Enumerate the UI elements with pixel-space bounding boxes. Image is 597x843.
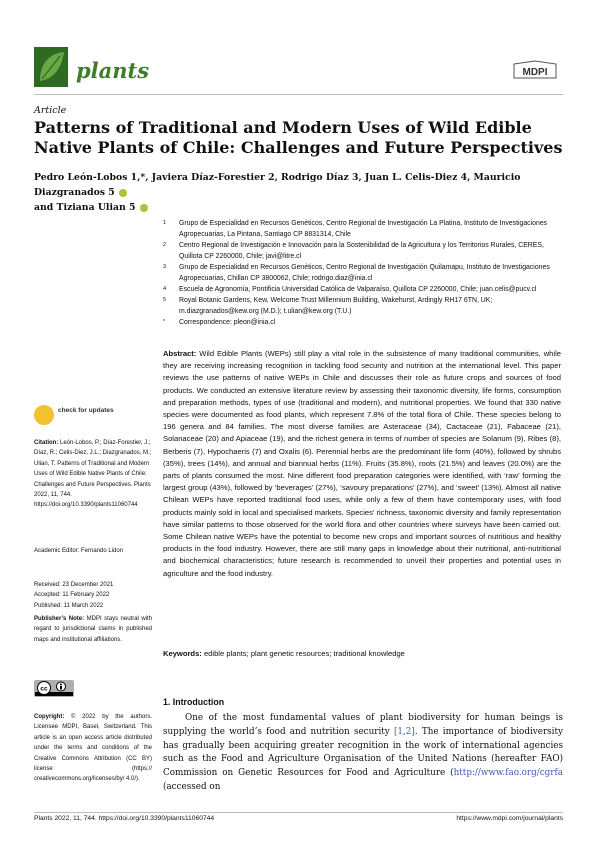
svg-text:MDPI: MDPI bbox=[522, 67, 548, 78]
fao-url-link[interactable]: http://www.fao.org/cgrfa bbox=[453, 768, 563, 779]
affiliation-1: 1 Grupo de Especialidad en Recursos Genéticos, Centro Regional de Investigación La Platina, Instituto de Investigaciones Agropecuarias, La Pintana, Santiago CP 8831314, Chile bbox=[163, 220, 548, 238]
keywords bbox=[163, 648, 561, 660]
affiliation-3: 3 Grupo de Especialidad en Recursos Genéticos, Centro Regional de Investigación Quilamapu, Instituto de Investigaciones Agropecuarias, Chillan CP 3800062, Chile; rodrigo.diaz@inia.cl bbox=[163, 264, 550, 282]
check-for-updates-badge[interactable] bbox=[34, 405, 114, 429]
intro-paragraph: One of the most fundamental values of plant biodiversity for human beings is supplying the world’s food and nutrition security [1,2]. The importance of biodiversity has gradually been acquiring greater recognition in the work of international agencies such as the Food and Agriculture Organisation of the United Nations (hereafter FAO) Commission on Genetic Resources for Food and Agriculture (http://www.fao.org/cgrfa (accessed on bbox=[163, 713, 563, 792]
authors-line-2 bbox=[34, 200, 574, 215]
publisher-note: Publisher’s Note: MDPI stays neutral with regard to jurisdictional claims in published maps and institutional affiliations. bbox=[34, 616, 153, 643]
orcid-icon[interactable] bbox=[140, 204, 148, 212]
affiliations bbox=[163, 218, 563, 328]
article-type: Article bbox=[34, 105, 67, 116]
check-updates-icon bbox=[34, 405, 54, 425]
citation-link[interactable]: [1,2] bbox=[393, 726, 415, 737]
affiliation-4: 4 Escuela de Agronomía, Pontificia Universidad Católica de Valparaíso, Quillota CP 2260000, Chile; juan.celis@pucv.cl bbox=[163, 286, 537, 293]
header-rule bbox=[34, 94, 563, 95]
abstract-text: Wild Edible Plants (WEPs) still play a vital role in the subsistence of many traditional communities, while they are receiving increasing recognition in tackling food security and nutrition at the international level. This paper reviews the use patterns of native WEPs in Chile and discusses their role as future crops and sources of food products. We conducted an extensive literature review by assessing their taxonomic diversity, life forms, consumption and preparation methods, types of use (traditional and modern), and nutritional properties. We found that 330 native species were documented as food plants, which represent 7.8% of the total flora of Chile. These species belong to 196 genera and 84 families. The most diverse families are Asteraceae (34), Cactaceae (21), Fabaceae (21), Solanaceae (20) and Apiaceae (19), and the richest genera in terms of number of species are Solanum (9), Ribes (8), Berberis (7), Hypochaeris (7) and Oxalis (6). Perennial herbs are the predominant life form (40%), followed by shrubs (35%), trees (14%), and annual and biannual herbs (11%). Fruits (35.8%), roots (21.5%) and leaves (20.0%) are the parts of plants consumed the most. Nine different food preparation categories were identified, with ‘raw’ forming the largest group (43%), followed by ‘beverages’ (27%), ‘savoury preparations’ (27%), and ‘sweet’ (13%). Almost all native Chilean WEPs have reported traditional food uses, while only a few of them have contemporary uses, with food products mainly sold in local and specialised markets. Species’ richness, taxonomic diversity and family representation have similar patterns to those observed for the world flora and other countries where surveys have been carried out. Some Chilean native WEPs have the potential to become new crops and important sources of nutritious and healthy products in the food industry. However, there are still many gaps in knowledge about their nutritional, anti-nutritional and biochemical characteristics; future research is recommended to unveil their properties and potential uses in agriculture and the food industry. bbox=[163, 349, 561, 578]
orcid-icon[interactable] bbox=[119, 189, 127, 197]
authors-line-1 bbox=[34, 170, 574, 200]
footer-rule bbox=[34, 812, 563, 813]
affiliation-2: 2 Centro Regional de Investigación e Innovación para la Sostenibilidad de la Agricultura y los Territorios Rurales, CERES, Quillota CP 2260000, Chile; javi@litre.cl bbox=[163, 242, 544, 260]
journal-name: plants bbox=[76, 58, 150, 83]
date-published: Published: 11 March 2022 bbox=[34, 602, 104, 609]
date-received: Received: 23 December 2021 bbox=[34, 582, 114, 588]
date-accepted: Accepted: 11 February 2022 bbox=[34, 592, 110, 599]
mdpi-logo bbox=[510, 60, 560, 82]
copyright-notice: Copyright: © 2022 by the authors. Licensee MDPI, Basel, Switzerland. This article is an open access article distributed under the terms and conditions of the Creative Commons Attribution (CC BY) license (https:// creativecommons.org/licenses/by/ 4.0/). bbox=[34, 714, 153, 783]
footer-citation[interactable]: Plants 2022, 11, 744. https://doi.org/10.3390/plants11060744 bbox=[34, 815, 215, 822]
abstract-label: Abstract: bbox=[163, 349, 197, 358]
citation: Citation: León-Lobos, P.; Díaz-Forestier, J.; Díaz, R.; Celis-Diez, J.L.; Diazgranados, M.; Ulian, T. Patterns of Traditional and Modern Uses of Wild Edible Native Plants of Chile: Challenges and Future Perspectives. Plants 2022, 11, 744. https://doi.org/10.3390/plants11060744 bbox=[34, 440, 152, 509]
check-updates-label: check for updates bbox=[58, 407, 114, 414]
article-title: Patterns of Traditional and Modern Uses of Wild Edible Native Plants of Chile: Challenges and Future Perspectives bbox=[34, 118, 563, 157]
keywords-text: edible plants; plant genetic resources; traditional knowledge bbox=[203, 649, 405, 658]
section-heading: 1. Introduction bbox=[163, 697, 225, 707]
affiliation-5: 5 Royal Botanic Gardens, Kew, Welcome Trust Millennium Building, Wakehurst, Ardingly RH17 6TN, UK; m.diazgranados@kew.org (M.D.); t.ulian@kew.org (T.U.) bbox=[163, 297, 493, 315]
journal-leaf-logo bbox=[34, 47, 68, 87]
author-list bbox=[34, 170, 574, 215]
cc-by-license-icon[interactable] bbox=[34, 680, 74, 697]
abstract bbox=[163, 348, 561, 580]
correspondence: * Correspondence: pleon@inia.cl bbox=[163, 319, 276, 326]
authors-text-2: and Tiziana Ulian 5 bbox=[34, 202, 136, 213]
keywords-label: Keywords: bbox=[163, 649, 202, 658]
svg-text:cc: cc bbox=[40, 685, 48, 693]
academic-editor: Academic Editor: Fernando Lidon bbox=[34, 548, 124, 554]
footer-journal-url[interactable]: https://www.mdpi.com/journal/plants bbox=[456, 815, 563, 822]
article-dates bbox=[34, 580, 152, 611]
authors-text: Pedro León-Lobos 1,*, Javiera Díaz-Forestier 2, Rodrigo Díaz 3, Juan L. Celis-Diez 4, Mauricio Diazgranados 5 bbox=[34, 172, 521, 198]
